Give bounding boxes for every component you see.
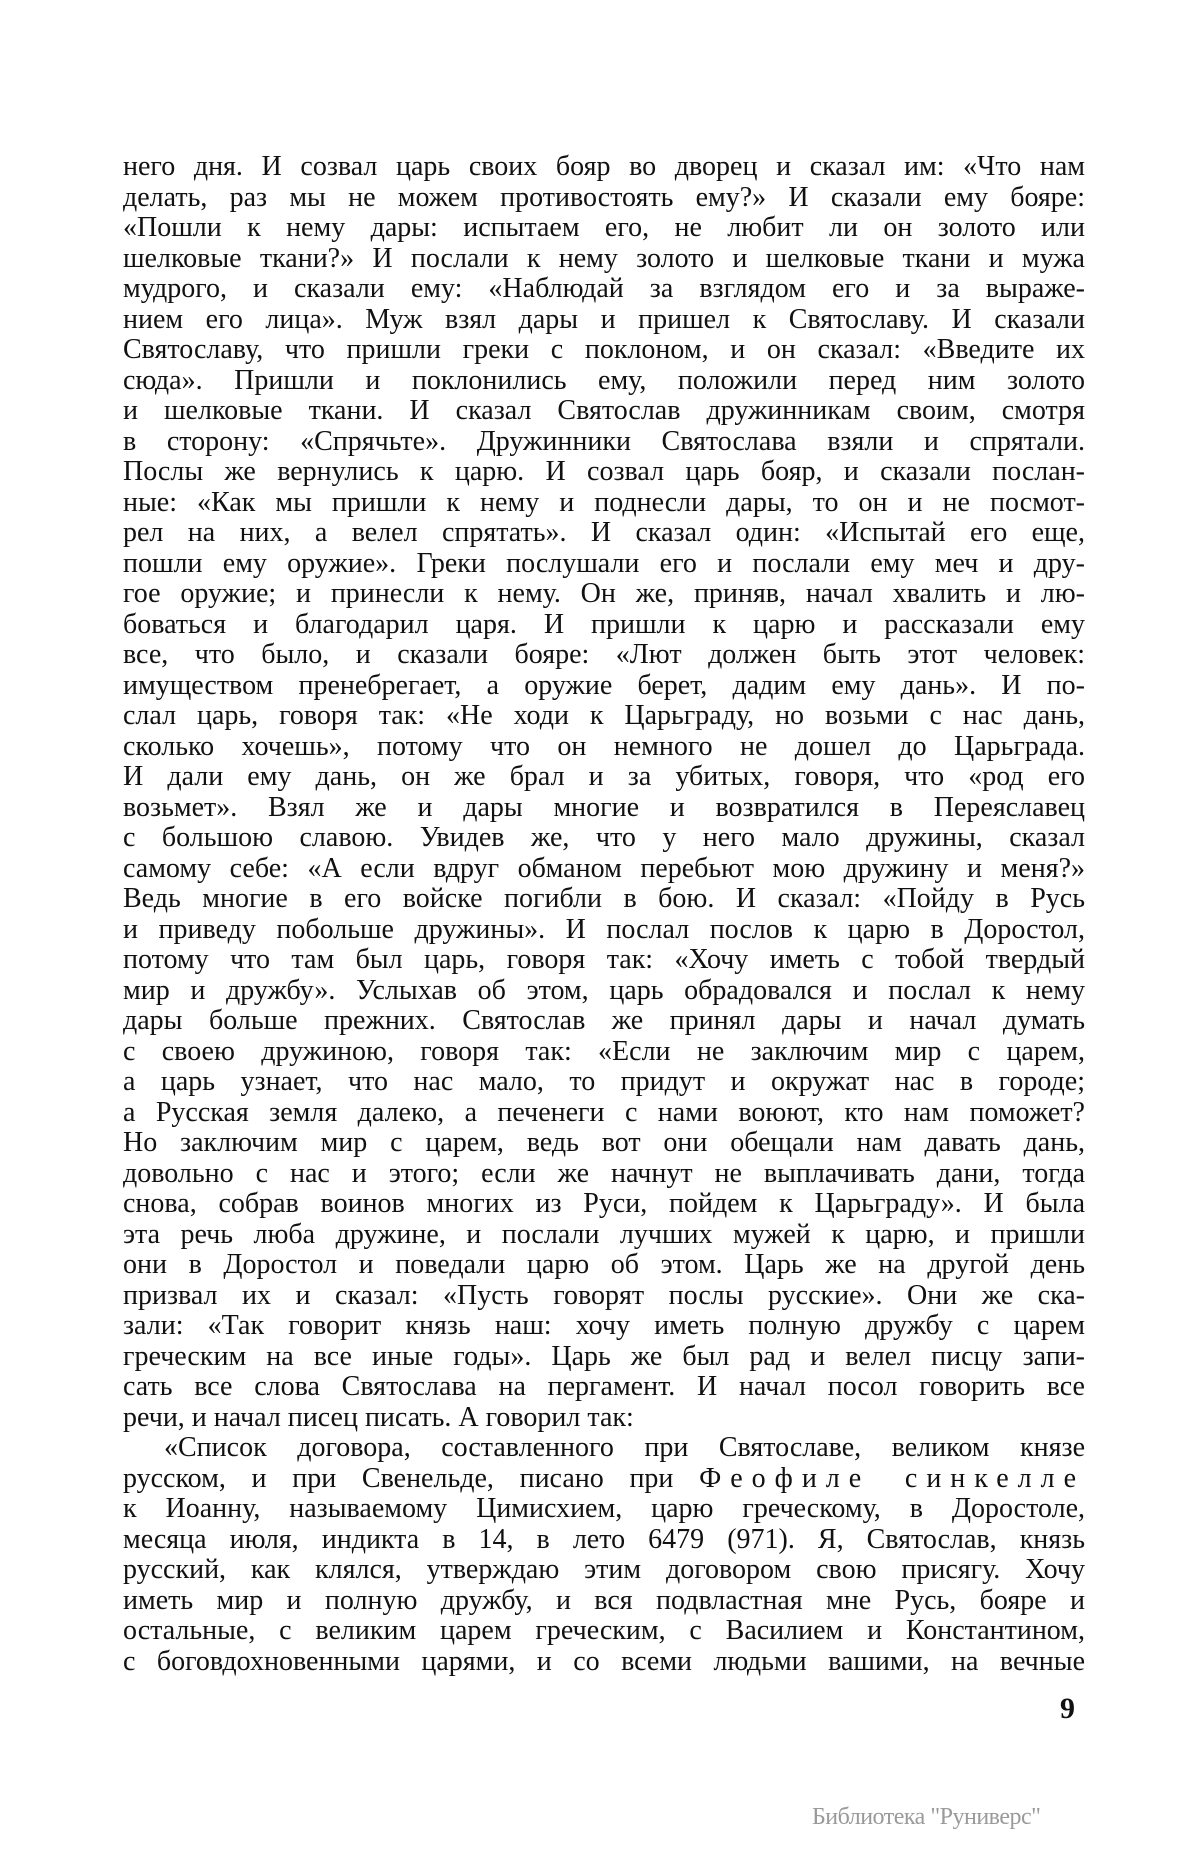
text-line: ные: «Как мы пришли к нему и поднесли дары, то он и не посмот-	[123, 486, 1085, 518]
text-line	[123, 1464, 1085, 1495]
text-line: снова, собрав воинов многих из Руси, пойдем к Царьграду». И была	[123, 1188, 1085, 1219]
text-line: русский, как клялся, утверждаю этим договором свою присягу. Хочу	[123, 1554, 1085, 1585]
text-line: слал царь, говоря так: «Не ходи к Царьграду, но возьми с нас дань,	[123, 700, 1085, 731]
text-line: речи, и начал писец писать. А говорил так:	[123, 1401, 634, 1433]
text-line: и приведу побольше дружины». И послал послов к царю в Доростол,	[123, 913, 1085, 945]
text-line: «Пошли к нему дары: испытаем его, не любит ли он золото или	[123, 212, 1085, 243]
text-line: самому себе: «А если вдруг обманом перебьют мою дружину и меня?»	[123, 852, 1085, 884]
text-line: и шелковые ткани. И сказал Святослав дружинникам своим, смотря	[123, 395, 1085, 426]
text-line: гое оружие; и принесли к нему. Он же, приняв, начал хвалить и лю-	[123, 578, 1085, 609]
text-line: нием его лица». Муж взял дары и пришел к Святославу. И сказали	[123, 303, 1085, 335]
text-line: мудрого, и сказали ему: «Наблюдай за взглядом его и за выраже-	[123, 273, 1085, 304]
text-line: с своею дружиною, говоря так: «Если не заключим мир с царем,	[123, 1035, 1085, 1067]
text-line: потому что там был царь, говоря так: «Хочу иметь с тобой твердый	[123, 944, 1085, 975]
text-line: Послы же вернулись к царю. И созвал царь бояр, и сказали послан-	[123, 456, 1085, 487]
text-line: эта речь люба дружине, и послали лучших мужей к царю, и пришли	[123, 1218, 1085, 1250]
text-line: а царь узнает, что нас мало, то придут и окружат нас в городе;	[123, 1066, 1085, 1097]
text-line: к Иоанну, называемому Цимисхием, царю греческому, в Доростоле,	[123, 1493, 1085, 1524]
text-line: дары больше прежних. Святослав же принял дары и начал думать	[123, 1005, 1085, 1036]
text-line: Святославу, что пришли греки с поклоном, и он сказал: «Введите их	[123, 334, 1085, 365]
text-line: призвал их и сказал: «Пусть говорят послы русские». Они же ска-	[123, 1279, 1085, 1311]
text-line: остальные, с великим царем греческим, с Василием и Константином,	[123, 1615, 1085, 1646]
text-line: шелковые ткани?» И послали к нему золото и шелковые ткани и мужа	[123, 242, 1085, 274]
text-line: месяца июля, индикта в 14, в лето 6479 (971). Я, Святослав, князь	[123, 1523, 1085, 1555]
text-line: мир и дружбу». Услыхав об этом, царь обрадовался и послал к нему	[123, 974, 1085, 1006]
text-line: иметь мир и полную дружбу, и вся подвластная мне Русь, бояре и	[123, 1584, 1085, 1616]
text-line: делать, раз мы не можем противостоять ему?» И сказали ему бояре:	[123, 181, 1085, 213]
text-line: пошли ему оружие». Греки послушали его и послали ему меч и дру-	[123, 547, 1085, 579]
text-line: все, что было, и сказали бояре: «Лют должен быть этот человек:	[123, 639, 1085, 670]
text-line: И дали ему дань, он же брал и за убитых, говоря, что «род его	[123, 761, 1085, 792]
text-line: сать все слова Святослава на пергамент. И начал посол говорить все	[123, 1371, 1085, 1402]
text-line: они в Доростол и поведали царю об этом. Царь же на другой день	[123, 1249, 1085, 1280]
text-line: зали: «Так говорит князь наш: хочу иметь полную дружбу с царем	[123, 1310, 1085, 1341]
text-line: рел на них, а велел спрятать». И сказал один: «Испытай его еще,	[123, 517, 1085, 548]
text-line: довольно с нас и этого; если же начнут не выплачивать дани, тогда	[123, 1157, 1085, 1189]
text-line: сюда». Пришли и поклонились ему, положили перед ним золото	[123, 364, 1085, 396]
text-line: имуществом пренебрегает, а оружие берет, дадим ему дань». И по-	[123, 669, 1085, 701]
page-number: 9	[1060, 1692, 1075, 1725]
text-line-part: русском, и при Свенельде, писано при	[123, 1462, 674, 1494]
text-line: «Список договора, составленного при Святославе, великом князе	[164, 1432, 1085, 1463]
text-line: него дня. И созвал царь своих бояр во дворец и сказал им: «Что нам	[123, 151, 1085, 182]
text-line: возьмет». Взял же и дары многие и возвратился в Переяславец	[123, 791, 1085, 823]
text-line: боваться и благодарил царя. И пришли к царю и рассказали ему	[123, 608, 1085, 640]
text-line: греческим на все иные годы». Царь же был рад и велел писцу запи-	[123, 1340, 1085, 1372]
text-line: в сторону: «Спрячьте». Дружинники Святослава взяли и спрятали.	[123, 425, 1085, 457]
text-line: сколько хочешь», потому что он немного не дошел до Царьграда.	[123, 730, 1085, 762]
text-line: Ведь многие в его войске погибли в бою. И сказал: «Пойду в Русь	[123, 883, 1085, 914]
spaced-name: Феофиле синкелле	[699, 1462, 1086, 1494]
library-watermark: Библиотека "Руниверс"	[812, 1804, 1041, 1830]
page-body-text	[123, 152, 1085, 1677]
text-line: Но заключим мир с царем, ведь вот они обещали нам давать дань,	[123, 1127, 1085, 1158]
text-line: с боговдохновенными царями, и со всеми людьми вашими, на вечные	[123, 1645, 1085, 1677]
text-line: а Русская земля далеко, а печенеги с нами воюют, кто нам поможет?	[123, 1096, 1085, 1128]
text-line: с большою славою. Увидев же, что у него мало дружины, сказал	[123, 822, 1085, 853]
